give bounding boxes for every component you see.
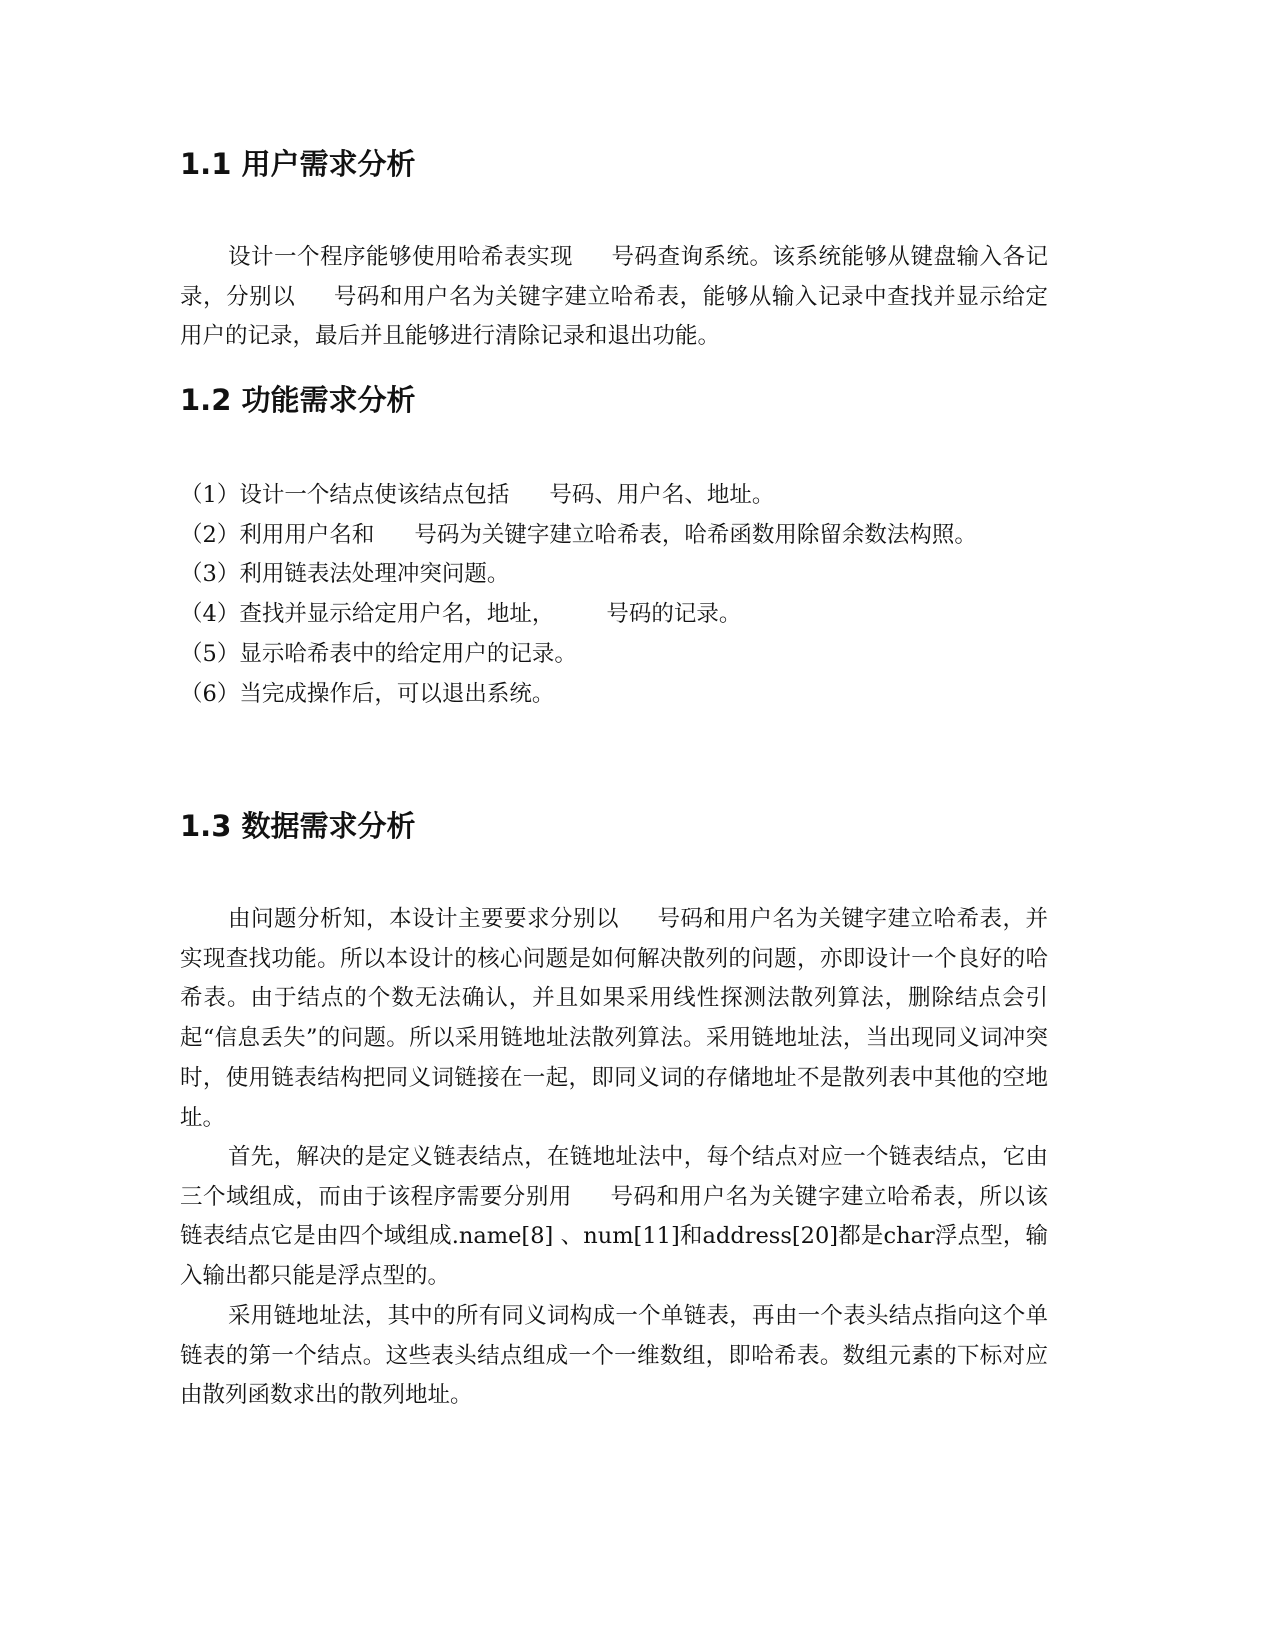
list-item (180, 555, 1048, 595)
text-run: （6）当完成操作后，可以退出系统。 (180, 680, 555, 707)
text-run: 号码查询系统。该系统能够从键盘输入各记录，分别以 (180, 244, 1048, 310)
text-run: 号码和用户名为关键字建立哈希表，所以该链表结点它是由四个域组成.name[8] 、num[11]和address[20]都是char浮点型，输入输出都只能是浮点型的。 (180, 1183, 1048, 1290)
list-item (180, 516, 1048, 556)
text-run: 号码为关键字建立哈希表，哈希函数用除留余数法构照。 (414, 521, 977, 548)
section-heading-1-1: 1.1 用户需求分析 (180, 147, 416, 181)
list-item (180, 635, 1048, 675)
text-run: 号码、用户名、地址。 (549, 482, 775, 508)
section-1-3-paragraph-3 (180, 1297, 1048, 1416)
text-run: （2）利用用户名和 (180, 521, 375, 548)
text-run: 号码和用户名为关键字建立哈希表，并实现查找功能。所以本设计的核心问题是如何解决散列的问题，亦即设计一个良好的哈希表。由于结点的个数无法确认，并且如果采用线性探测法散列算法，删除结点会引起“信息丢失”的问题。所以采用链地址法散列算法。采用链地址法，当出现同义词冲突时，使用链表结构把同义词链接在一起，即同义词的存储地址不是散列表中其他的空地址。 (180, 906, 1048, 1131)
section-1-3-paragraph-2 (180, 1138, 1048, 1297)
text-run: 采用链地址法，其中的所有同义词构成一个单链表，再由一个表头结点指向这个单链表的第一个结点。这些表头结点组成一个一维数组，即哈希表。数组元素的下标对应由散列函数求出的散列地址。 (180, 1303, 1048, 1409)
text-run: 首先，解决的是定义链表结点，在链地址法中，每个结点对应一个链表结点，它由三个域组成，而由于该程序需要分别用 (180, 1144, 1048, 1210)
text-run: 号码的记录。 (606, 601, 742, 628)
list-item (180, 476, 1048, 516)
section-1-1-paragraph (180, 238, 1048, 357)
section-heading-1-3: 1.3 数据需求分析 (180, 809, 416, 843)
text-run: （4）查找并显示给定用户名，地址， (180, 601, 555, 628)
text-run: （1）设计一个结点使该结点包括 (180, 482, 510, 508)
text-run: （3）利用链表法处理冲突问题。 (180, 561, 510, 588)
text-run: 由问题分析知，本设计主要要求分别以 (228, 906, 619, 932)
section-heading-1-2: 1.2 功能需求分析 (180, 383, 416, 417)
section-1-3-paragraph-1 (180, 900, 1048, 1138)
requirements-list (180, 476, 1048, 714)
text-run: 号码和用户名为关键字建立哈希表，能够从输入记录中查找并显示给定用户的记录，最后并且能够进行清除记录和退出功能。 (180, 283, 1048, 350)
list-item (180, 675, 1048, 715)
text-run: 设计一个程序能够使用哈希表实现 (228, 244, 573, 270)
list-item (180, 595, 1048, 635)
text-run: （5）显示哈希表中的给定用户的记录。 (180, 640, 577, 667)
